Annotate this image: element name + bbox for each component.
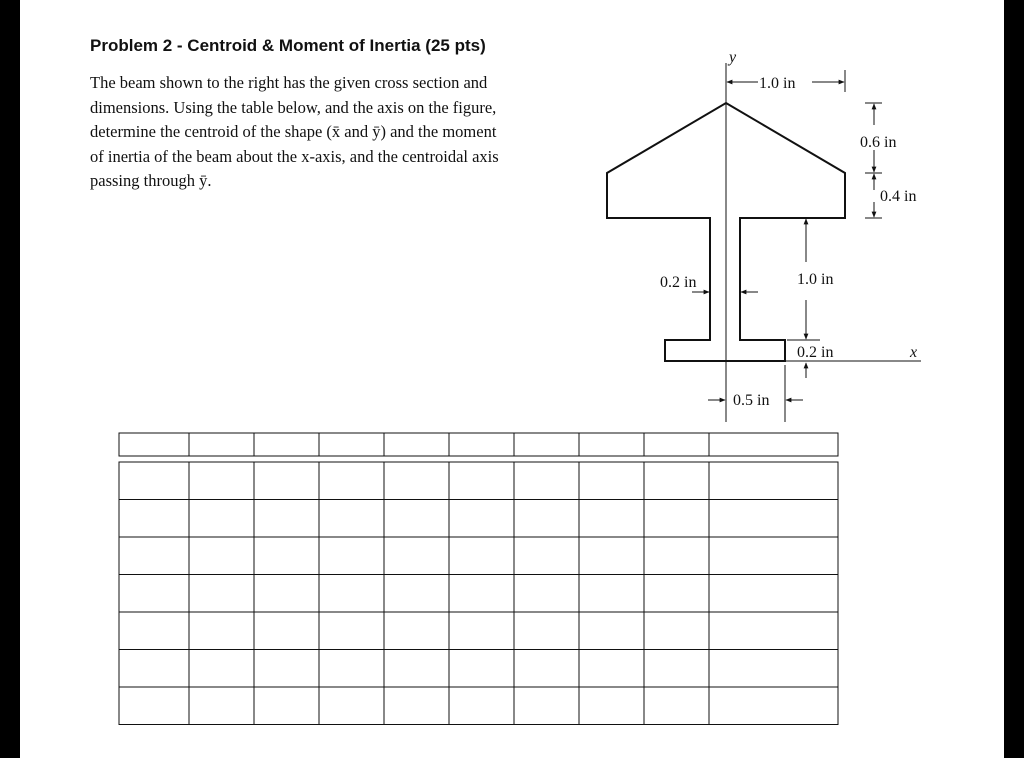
table-cell bbox=[514, 462, 579, 500]
table-cell bbox=[384, 537, 449, 575]
table-cell bbox=[644, 650, 709, 688]
table-cell bbox=[449, 612, 514, 650]
table-cell bbox=[319, 500, 384, 538]
table-cell bbox=[644, 687, 709, 725]
table-cell bbox=[119, 537, 189, 575]
worksheet-page bbox=[20, 0, 1004, 758]
table-cell bbox=[514, 500, 579, 538]
table-cell bbox=[449, 537, 514, 575]
statement-line: passing through ȳ. bbox=[90, 171, 212, 190]
table-cell bbox=[319, 575, 384, 613]
table-cell bbox=[254, 575, 319, 613]
table-cell bbox=[254, 500, 319, 538]
table-cell bbox=[579, 462, 644, 500]
table-cell bbox=[644, 537, 709, 575]
table-cell bbox=[384, 500, 449, 538]
table-header-cell bbox=[579, 433, 644, 456]
dim-flange-height-label: 0.4 in bbox=[880, 188, 917, 205]
table-cell bbox=[319, 612, 384, 650]
table-cell bbox=[189, 687, 254, 725]
table-cell bbox=[189, 575, 254, 613]
table-cell bbox=[254, 612, 319, 650]
table-cell bbox=[254, 687, 319, 725]
dim-base-height-label: 0.2 in bbox=[797, 344, 834, 361]
table-cell bbox=[644, 462, 709, 500]
table-cell bbox=[579, 650, 644, 688]
table-cell bbox=[189, 537, 254, 575]
table-cell bbox=[709, 687, 838, 725]
table-cell bbox=[319, 462, 384, 500]
table-header-cell bbox=[254, 433, 319, 456]
table-cell bbox=[319, 687, 384, 725]
table-cell bbox=[119, 575, 189, 613]
problem-title: Problem 2 - Centroid & Moment of Inertia (25 pts) bbox=[90, 36, 486, 55]
table-header-cell bbox=[514, 433, 579, 456]
table-cell bbox=[254, 537, 319, 575]
table-cell bbox=[644, 575, 709, 613]
table-cell bbox=[709, 612, 838, 650]
dim-roof-height-label: 0.6 in bbox=[860, 134, 897, 151]
y-axis-label: y bbox=[729, 49, 737, 66]
statement-line: of inertia of the beam about the x-axis, and the centroidal axis bbox=[90, 146, 499, 166]
statement-line: determine the centroid of the shape (x̄ and ȳ) and the moment bbox=[90, 122, 497, 141]
table-header-cell bbox=[119, 433, 189, 456]
table-cell bbox=[189, 612, 254, 650]
table-cell bbox=[449, 462, 514, 500]
dim-web-thickness-label: 0.2 in bbox=[660, 274, 697, 291]
table-cell bbox=[709, 650, 838, 688]
statement-line: The beam shown to the right has the given cross section and bbox=[90, 73, 488, 92]
table-cell bbox=[384, 687, 449, 725]
table-cell bbox=[319, 650, 384, 688]
table-cell bbox=[644, 612, 709, 650]
table-cell bbox=[449, 687, 514, 725]
table-header-cell bbox=[644, 433, 709, 456]
table-header-cell bbox=[319, 433, 384, 456]
calculation-table bbox=[20, 0, 1004, 758]
table-header-cell bbox=[709, 433, 838, 456]
table-cell bbox=[514, 650, 579, 688]
table-cell bbox=[189, 650, 254, 688]
table-cell bbox=[254, 462, 319, 500]
table-cell bbox=[709, 575, 838, 613]
table-cell bbox=[644, 500, 709, 538]
table-cell bbox=[579, 575, 644, 613]
table-cell bbox=[319, 537, 384, 575]
table-cell bbox=[254, 650, 319, 688]
table-cell bbox=[449, 500, 514, 538]
table-cell bbox=[119, 687, 189, 725]
table-header-cell bbox=[189, 433, 254, 456]
x-axis-label: x bbox=[910, 344, 918, 361]
table-cell bbox=[119, 612, 189, 650]
table-cell bbox=[579, 687, 644, 725]
table-cell bbox=[384, 462, 449, 500]
table-cell bbox=[119, 462, 189, 500]
table-cell bbox=[709, 537, 838, 575]
table-cell bbox=[579, 537, 644, 575]
table-header-cell bbox=[449, 433, 514, 456]
table-cell bbox=[384, 575, 449, 613]
table-cell bbox=[579, 612, 644, 650]
table-cell bbox=[709, 462, 838, 500]
table-cell bbox=[189, 462, 254, 500]
table-cell bbox=[119, 500, 189, 538]
table-cell bbox=[709, 500, 838, 538]
table-cell bbox=[514, 537, 579, 575]
dim-base-half-width-label: 0.5 in bbox=[733, 392, 770, 409]
table-cell bbox=[514, 612, 579, 650]
table-cell bbox=[384, 612, 449, 650]
dim-web-height-label: 1.0 in bbox=[797, 271, 834, 288]
table-cell bbox=[579, 500, 644, 538]
table-cell bbox=[449, 575, 514, 613]
table-cell bbox=[119, 650, 189, 688]
dim-top-width-label: 1.0 in bbox=[759, 75, 796, 92]
table-cell bbox=[514, 575, 579, 613]
table-cell bbox=[514, 687, 579, 725]
table-cell bbox=[384, 650, 449, 688]
table-header-cell bbox=[384, 433, 449, 456]
table-cell bbox=[449, 650, 514, 688]
table-cell bbox=[189, 500, 254, 538]
statement-line: dimensions. Using the table below, and the axis on the figure, bbox=[90, 97, 497, 117]
